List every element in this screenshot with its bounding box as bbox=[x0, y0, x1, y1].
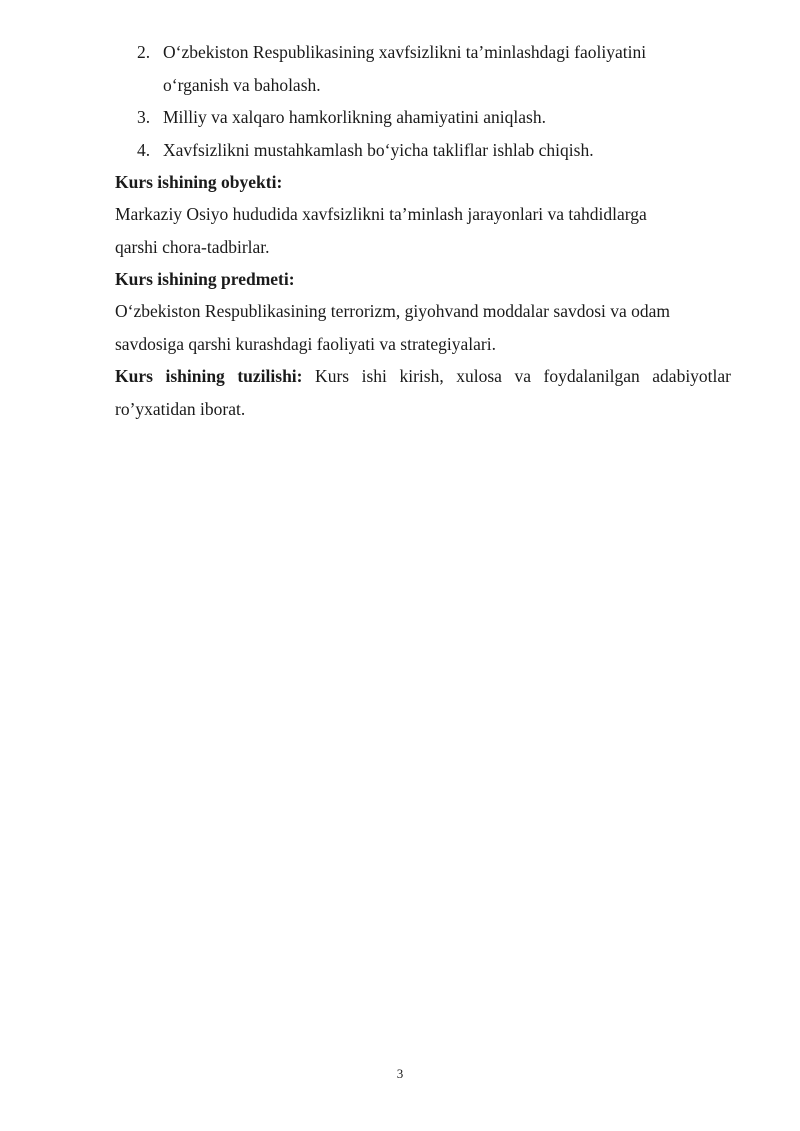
paragraph-obyekti bbox=[115, 198, 731, 263]
page-number: 3 bbox=[396, 1066, 404, 1081]
paragraph-line: savdosiga qarshi kurashdagi faoliyati va strategiyalari. bbox=[115, 333, 496, 354]
paragraph-tuzilishi bbox=[115, 360, 731, 425]
list-item-number: 4. bbox=[137, 139, 151, 160]
section-heading-obyekti: Kurs ishining obyekti: bbox=[115, 172, 283, 192]
paragraph-line: ro’yxatidan iborat. bbox=[115, 398, 246, 419]
list-item-text-line: o‘rganish va baholash. bbox=[163, 74, 321, 95]
paragraph-predmeti bbox=[115, 295, 731, 360]
list-item-number: 3. bbox=[137, 107, 151, 127]
list-item bbox=[137, 36, 737, 101]
paragraph-line: qarshi chora-tadbirlar. bbox=[115, 236, 270, 257]
list-item-number: 2. bbox=[137, 42, 151, 62]
list-item-text-line: Xavfsizlikni mustahkamlash bo‘yicha takliflar ishlab chiqish. bbox=[163, 139, 594, 160]
list-item bbox=[137, 134, 737, 167]
numbered-list bbox=[137, 36, 737, 166]
section-heading-tuzilishi: Kurs ishining tuzilishi: bbox=[115, 366, 303, 386]
list-item bbox=[137, 101, 737, 134]
paragraph-line bbox=[115, 360, 731, 393]
section-heading-predmeti: Kurs ishining predmeti: bbox=[115, 269, 295, 289]
paragraph-line: Markaziy Osiyo hududida xavfsizlikni ta’minlash jarayonlari va tahdidlarga bbox=[115, 204, 647, 224]
paragraph-line: O‘zbekiston Respublikasining terrorizm, giyohvand moddalar savdosi va odam bbox=[115, 301, 671, 321]
list-item-text-line: Milliy va xalqaro hamkorlikning ahamiyatini aniqlash. bbox=[163, 107, 546, 127]
list-item-text-line: O‘zbekiston Respublikasining xavfsizlikni ta’minlashdagi faoliyatini bbox=[163, 42, 647, 62]
paragraph-line-text: Kurs ishi kirish, xulosa va foydalanilgan adabiyotlar bbox=[302, 366, 732, 386]
